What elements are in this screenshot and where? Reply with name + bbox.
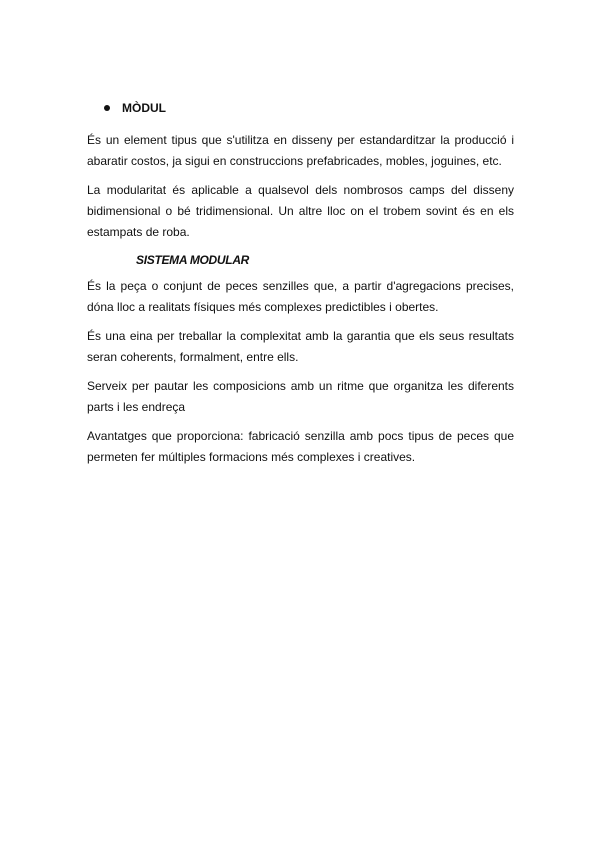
paragraph: Serveix per pautar les composicions amb un ritme que organitza les diferents parts i les endreça — [87, 379, 514, 414]
paragraph: És una eina per treballar la complexitat amb la garantia que els seus resultats seran coherents, formalment, entre ells. — [87, 329, 514, 364]
bullet-icon — [104, 105, 110, 111]
document-content — [87, 98, 514, 476]
paragraph: Avantatges que proporciona: fabricació senzilla amb pocs tipus de peces que permeten fer múltiples formacions més complexes i creatives. — [87, 429, 514, 464]
heading-text: MÒDUL — [122, 101, 166, 115]
section-heading — [87, 98, 514, 118]
paragraph: És un element tipus que s'utilitza en disseny per estandarditzar la producció i abaratir costos, ja sigui en construccions prefabricades, mobles, joguines, etc. — [87, 133, 514, 168]
paragraph: La modularitat és aplicable a qualsevol dels nombrosos camps del disseny bidimensional o bé tridimensional. Un altre lloc on el trobem sovint és en els estampats de roba. — [87, 183, 514, 239]
paragraph: És la peça o conjunt de peces senzilles que, a partir d'agregacions precises, dóna lloc a realitats físiques més complexes predictibles i obertes. — [87, 279, 514, 314]
subheading: SISTEMA MODULAR — [136, 253, 250, 267]
